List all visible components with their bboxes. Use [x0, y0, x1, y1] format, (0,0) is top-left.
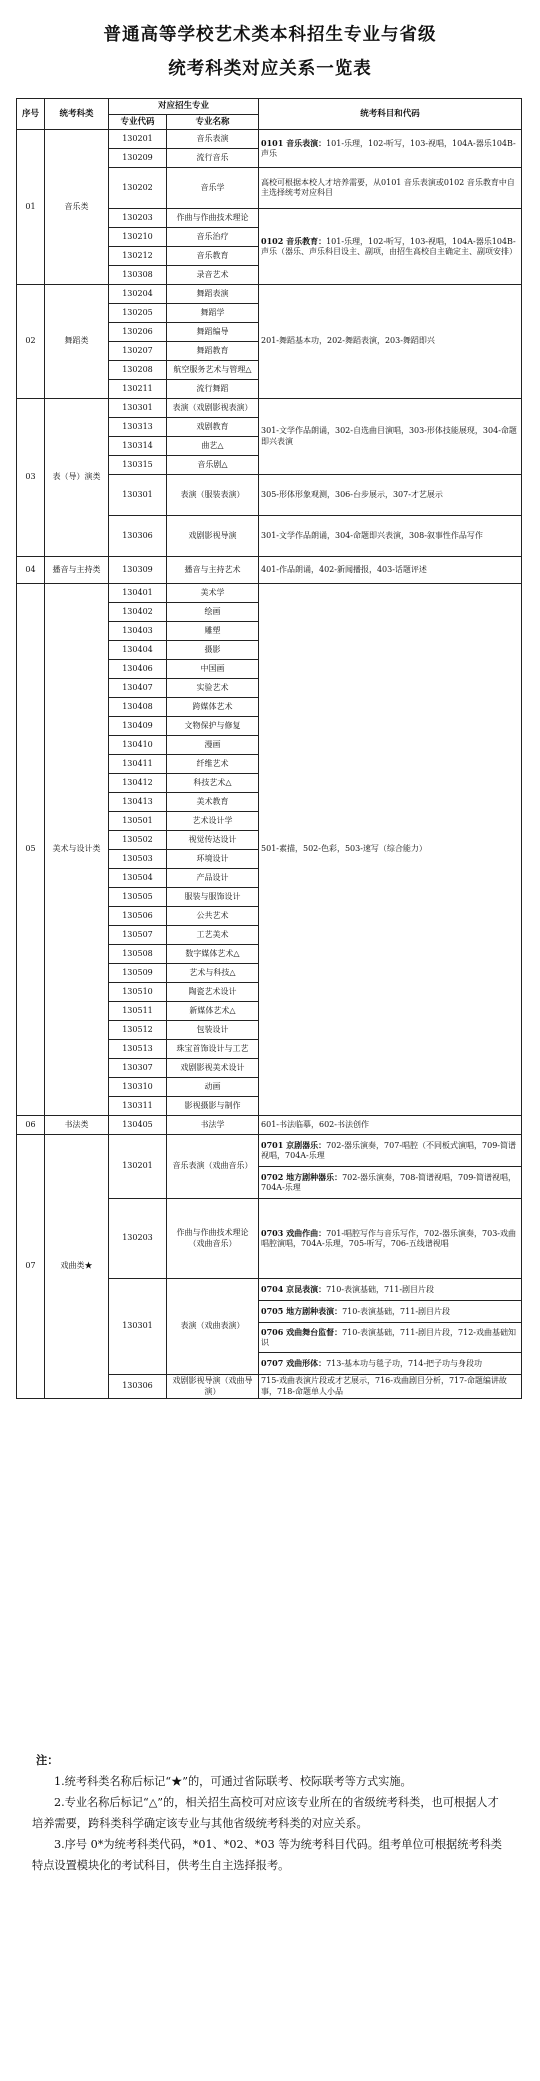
subject-group-label: 0701 京剧器乐： — [261, 1139, 327, 1150]
major-code-cell: 130504 — [109, 869, 167, 888]
subject-list-text: 101-乐理，102-听写，103-视唱，104A-器乐104B-声乐（器乐、声乐科目设主、副项，由招生高校自主确定主、副项安排） — [261, 236, 518, 256]
subject-group-label: 0707 戏曲形体： — [261, 1357, 327, 1368]
major-name-cell: 工艺美术 — [167, 926, 259, 945]
major-name-cell: 戏剧影视导演 — [167, 516, 259, 557]
subject-list-text: 713-基本功与毯子功，714-把子功与身段功 — [326, 1358, 483, 1368]
major-code-cell: 130402 — [109, 603, 167, 622]
major-code-cell: 130210 — [109, 228, 167, 247]
category-seq-cell: 07 — [17, 1135, 45, 1399]
major-code-cell: 130301 — [109, 399, 167, 418]
major-code-cell: 130509 — [109, 964, 167, 983]
subjects-cell — [259, 209, 522, 285]
major-name-cell: 陶瓷艺术设计 — [167, 983, 259, 1002]
subjects-cell — [259, 1135, 522, 1167]
note-item-1: 1.统考科类名称后标记“★”的，可通过省际联考、校际联考等方式实施。 — [54, 1775, 412, 1788]
subject-list-text: 702-器乐演奏，708-简谱视唱，709-简谱视唱，704A-乐理 — [261, 1172, 516, 1192]
major-code-cell: 130503 — [109, 850, 167, 869]
subject-group-label: 0703 戏曲作曲： — [261, 1227, 327, 1238]
major-name-cell: 文物保护与修复 — [167, 717, 259, 736]
notes-section — [32, 1750, 508, 1876]
category-name-cell: 书法类 — [45, 1116, 109, 1135]
major-code-cell: 130510 — [109, 983, 167, 1002]
major-name-cell: 作曲与作曲技术理论（戏曲音乐） — [167, 1199, 259, 1279]
note-item-3: 3.序号 0*为统考科类代码，*01、*02、*03 等为统考科目代码。组考单位可根据统考科类特点设置模块化的考试科目，供考生自主选择报考。 — [32, 1838, 502, 1872]
subjects-cell — [259, 399, 522, 475]
major-code-cell: 130301 — [109, 475, 167, 516]
major-code-cell: 130409 — [109, 717, 167, 736]
major-name-cell: 音乐剧△ — [167, 456, 259, 475]
correspondence-table — [16, 98, 522, 1399]
subject-group-label: 0102 音乐教育： — [261, 235, 327, 246]
major-code-cell: 130208 — [109, 361, 167, 380]
subjects-cell — [259, 1167, 522, 1199]
subjects-cell — [259, 1199, 522, 1279]
subject-list-text: 101-乐理，102-听写，103-视唱，104A-器乐104B-声乐 — [261, 138, 516, 158]
note-item-2: 2.专业名称后标记“△”的，相关招生高校可对应该专业所在的省级统考科类，也可根据人才培养需要，跨科类科学确定该专业与其他省级统考科类的对应关系。 — [32, 1796, 499, 1830]
subjects-cell — [259, 584, 522, 1116]
major-name-cell: 舞蹈编导 — [167, 323, 259, 342]
major-name-cell: 音乐学 — [167, 168, 259, 209]
major-name-cell: 流行舞蹈 — [167, 380, 259, 399]
major-code-cell: 130211 — [109, 380, 167, 399]
category-seq-cell: 03 — [17, 399, 45, 557]
major-name-cell: 产品设计 — [167, 869, 259, 888]
subjects-cell — [259, 168, 522, 209]
major-name-cell: 戏剧教育 — [167, 418, 259, 437]
table-row — [17, 130, 522, 149]
major-code-cell: 130306 — [109, 1375, 167, 1399]
major-code-cell: 130309 — [109, 557, 167, 584]
subject-list-text: 201-舞蹈基本功，202-舞蹈表演，203-舞蹈即兴 — [261, 336, 435, 346]
major-code-cell: 130403 — [109, 622, 167, 641]
subjects-cell — [259, 1301, 522, 1323]
subject-list-text: 715-戏曲表演片段或才艺展示，716-戏曲剧目分析，717-命题编讲故事，718-命题单人小品 — [261, 1376, 507, 1396]
subjects-cell — [259, 557, 522, 584]
major-name-cell: 跨媒体艺术 — [167, 698, 259, 717]
major-code-cell: 130207 — [109, 342, 167, 361]
major-name-cell: 环境设计 — [167, 850, 259, 869]
major-name-cell: 影视摄影与制作 — [167, 1097, 259, 1116]
major-name-cell: 舞蹈表演 — [167, 285, 259, 304]
major-name-cell: 书法学 — [167, 1116, 259, 1135]
major-code-cell: 130502 — [109, 831, 167, 850]
major-name-cell: 动画 — [167, 1078, 259, 1097]
subject-list-text: 701-唱腔写作与音乐写作，702-器乐演奏，703-戏曲唱腔演唱，704A-乐理，705-听写，706-五线谱视唱 — [261, 1228, 516, 1248]
major-code-cell: 130412 — [109, 774, 167, 793]
category-seq-cell: 02 — [17, 285, 45, 399]
major-name-cell: 播音与主持艺术 — [167, 557, 259, 584]
major-code-cell: 130315 — [109, 456, 167, 475]
major-name-cell: 录音艺术 — [167, 266, 259, 285]
major-name-cell: 美术教育 — [167, 793, 259, 812]
major-name-cell: 中国画 — [167, 660, 259, 679]
header-major-name: 专业名称 — [167, 115, 259, 130]
subjects-cell — [259, 130, 522, 168]
subjects-cell — [259, 516, 522, 557]
subject-list-text: 710-表演基础，711-剧目片段 — [326, 1284, 435, 1294]
category-name-cell: 表（导）演类 — [45, 399, 109, 557]
major-name-cell: 曲艺△ — [167, 437, 259, 456]
subject-group-label: 0706 戏曲舞台监督： — [261, 1326, 343, 1337]
table-body — [17, 130, 522, 1399]
category-name-cell: 舞蹈类 — [45, 285, 109, 399]
major-name-cell: 公共艺术 — [167, 907, 259, 926]
major-code-cell: 130505 — [109, 888, 167, 907]
major-name-cell: 航空服务艺术与管理△ — [167, 361, 259, 380]
major-name-cell: 美术学 — [167, 584, 259, 603]
major-code-cell: 130506 — [109, 907, 167, 926]
major-name-cell: 新媒体艺术△ — [167, 1002, 259, 1021]
major-name-cell: 数字媒体艺术△ — [167, 945, 259, 964]
subjects-cell — [259, 1116, 522, 1135]
subject-list-text: 305-形体形象观测，306-台步展示，307-才艺展示 — [261, 489, 443, 499]
subject-group-label: 0101 音乐表演： — [261, 137, 327, 148]
subject-group-label: 0705 地方剧种表演： — [261, 1305, 343, 1316]
subjects-cell — [259, 1353, 522, 1375]
major-code-cell: 130310 — [109, 1078, 167, 1097]
major-code-cell: 130201 — [109, 130, 167, 149]
header-major-group: 对应招生专业 — [109, 99, 259, 115]
major-code-cell: 130314 — [109, 437, 167, 456]
header-seq: 序号 — [17, 99, 45, 130]
major-code-cell: 130406 — [109, 660, 167, 679]
major-name-cell: 珠宝首饰设计与工艺 — [167, 1040, 259, 1059]
major-name-cell: 戏剧影视美术设计 — [167, 1059, 259, 1078]
table-row — [17, 1135, 522, 1167]
subjects-cell — [259, 1279, 522, 1301]
subjects-cell — [259, 1375, 522, 1399]
major-code-cell: 130513 — [109, 1040, 167, 1059]
subject-group-label: 0704 京昆表演： — [261, 1283, 327, 1294]
major-name-cell: 表演（戏剧影视表演） — [167, 399, 259, 418]
major-code-cell: 130401 — [109, 584, 167, 603]
major-name-cell: 作曲与作曲技术理论 — [167, 209, 259, 228]
header-major-code: 专业代码 — [109, 115, 167, 130]
subject-list-text: 702-器乐演奏，707-唱腔（不同板式演唱，709-简谱视唱，704A-乐理 — [261, 1140, 516, 1160]
major-name-cell: 音乐表演（戏曲音乐） — [167, 1135, 259, 1199]
table-row — [17, 1116, 522, 1135]
major-code-cell: 130413 — [109, 793, 167, 812]
major-name-cell: 戏剧影视导演（戏曲导演） — [167, 1375, 259, 1399]
category-seq-cell: 05 — [17, 584, 45, 1116]
major-code-cell: 130205 — [109, 304, 167, 323]
category-seq-cell: 06 — [17, 1116, 45, 1135]
major-name-cell: 舞蹈教育 — [167, 342, 259, 361]
subject-list-text: 601-书法临摹，602-书法创作 — [261, 1119, 369, 1129]
subject-list-text: 301-文学作品朗诵，304-命题即兴表演，308-叙事性作品写作 — [261, 530, 483, 540]
subjects-cell — [259, 1323, 522, 1353]
major-code-cell: 130301 — [109, 1279, 167, 1375]
table-row — [17, 285, 522, 304]
header-subjects: 统考科目和代码 — [259, 99, 522, 130]
major-name-cell: 表演（服装表演） — [167, 475, 259, 516]
major-name-cell: 艺术设计学 — [167, 812, 259, 831]
category-name-cell: 美术与设计类 — [45, 584, 109, 1116]
major-code-cell: 130202 — [109, 168, 167, 209]
major-name-cell: 实验艺术 — [167, 679, 259, 698]
subject-list-text: 301-文学作品朗诵，302-自选曲目演唱，303-形体技能展现，304-命题即兴表演 — [261, 426, 517, 446]
category-seq-cell: 04 — [17, 557, 45, 584]
table-row — [17, 584, 522, 603]
major-code-cell: 130206 — [109, 323, 167, 342]
document-title-line2: 统考科类对应关系一览表 — [168, 59, 372, 79]
header-category: 统考科类 — [45, 99, 109, 130]
subject-list-text: 401-作品朗诵，402-新闻播报，403-话题评述 — [261, 564, 427, 574]
major-code-cell: 130507 — [109, 926, 167, 945]
table-row — [17, 557, 522, 584]
major-code-cell: 130201 — [109, 1135, 167, 1199]
subject-list-text: 710-表演基础，711-剧目片段 — [342, 1306, 451, 1316]
major-code-cell: 130204 — [109, 285, 167, 304]
major-code-cell: 130308 — [109, 266, 167, 285]
major-code-cell: 130511 — [109, 1002, 167, 1021]
major-code-cell: 130410 — [109, 736, 167, 755]
major-code-cell: 130501 — [109, 812, 167, 831]
major-name-cell: 科技艺术△ — [167, 774, 259, 793]
major-name-cell: 表演（戏曲表演） — [167, 1279, 259, 1375]
category-name-cell: 戏曲类★ — [45, 1135, 109, 1399]
major-code-cell: 130209 — [109, 149, 167, 168]
major-name-cell: 流行音乐 — [167, 149, 259, 168]
major-code-cell: 130408 — [109, 698, 167, 717]
table-row — [17, 399, 522, 418]
major-name-cell: 服装与服饰设计 — [167, 888, 259, 907]
major-name-cell: 纤维艺术 — [167, 755, 259, 774]
major-name-cell: 包装设计 — [167, 1021, 259, 1040]
major-code-cell: 130512 — [109, 1021, 167, 1040]
subjects-cell — [259, 285, 522, 399]
major-code-cell: 130306 — [109, 516, 167, 557]
major-name-cell: 舞蹈学 — [167, 304, 259, 323]
major-name-cell: 音乐表演 — [167, 130, 259, 149]
major-code-cell: 130313 — [109, 418, 167, 437]
subject-group-label: 0702 地方剧种器乐： — [261, 1171, 343, 1182]
major-code-cell: 130404 — [109, 641, 167, 660]
subjects-cell — [259, 475, 522, 516]
major-code-cell: 130203 — [109, 209, 167, 228]
major-code-cell: 130405 — [109, 1116, 167, 1135]
major-code-cell: 130203 — [109, 1199, 167, 1279]
major-name-cell: 视觉传达设计 — [167, 831, 259, 850]
notes-heading: 注： — [36, 1753, 59, 1767]
major-code-cell: 130508 — [109, 945, 167, 964]
subject-list-text: 710-表演基础，711-剧目片段，712-戏曲基础知识 — [261, 1327, 516, 1347]
major-name-cell: 音乐治疗 — [167, 228, 259, 247]
category-name-cell: 音乐类 — [45, 130, 109, 285]
subject-list-text: 高校可根据本校人才培养需要，从0101 音乐表演或0102 音乐教育中自主选择统考对应科目 — [261, 177, 515, 197]
major-code-cell: 130212 — [109, 247, 167, 266]
major-code-cell: 130311 — [109, 1097, 167, 1116]
major-code-cell: 130307 — [109, 1059, 167, 1078]
major-code-cell: 130411 — [109, 755, 167, 774]
major-code-cell: 130407 — [109, 679, 167, 698]
major-name-cell: 音乐教育 — [167, 247, 259, 266]
subject-list-text: 501-素描，502-色彩，503-速写（综合能力） — [261, 844, 427, 854]
major-name-cell: 雕塑 — [167, 622, 259, 641]
document-title-line1: 普通高等学校艺术类本科招生专业与省级 — [103, 25, 437, 45]
category-seq-cell: 01 — [17, 130, 45, 285]
category-name-cell: 播音与主持类 — [45, 557, 109, 584]
major-name-cell: 绘画 — [167, 603, 259, 622]
major-name-cell: 艺术与科技△ — [167, 964, 259, 983]
major-name-cell: 漫画 — [167, 736, 259, 755]
major-name-cell: 摄影 — [167, 641, 259, 660]
